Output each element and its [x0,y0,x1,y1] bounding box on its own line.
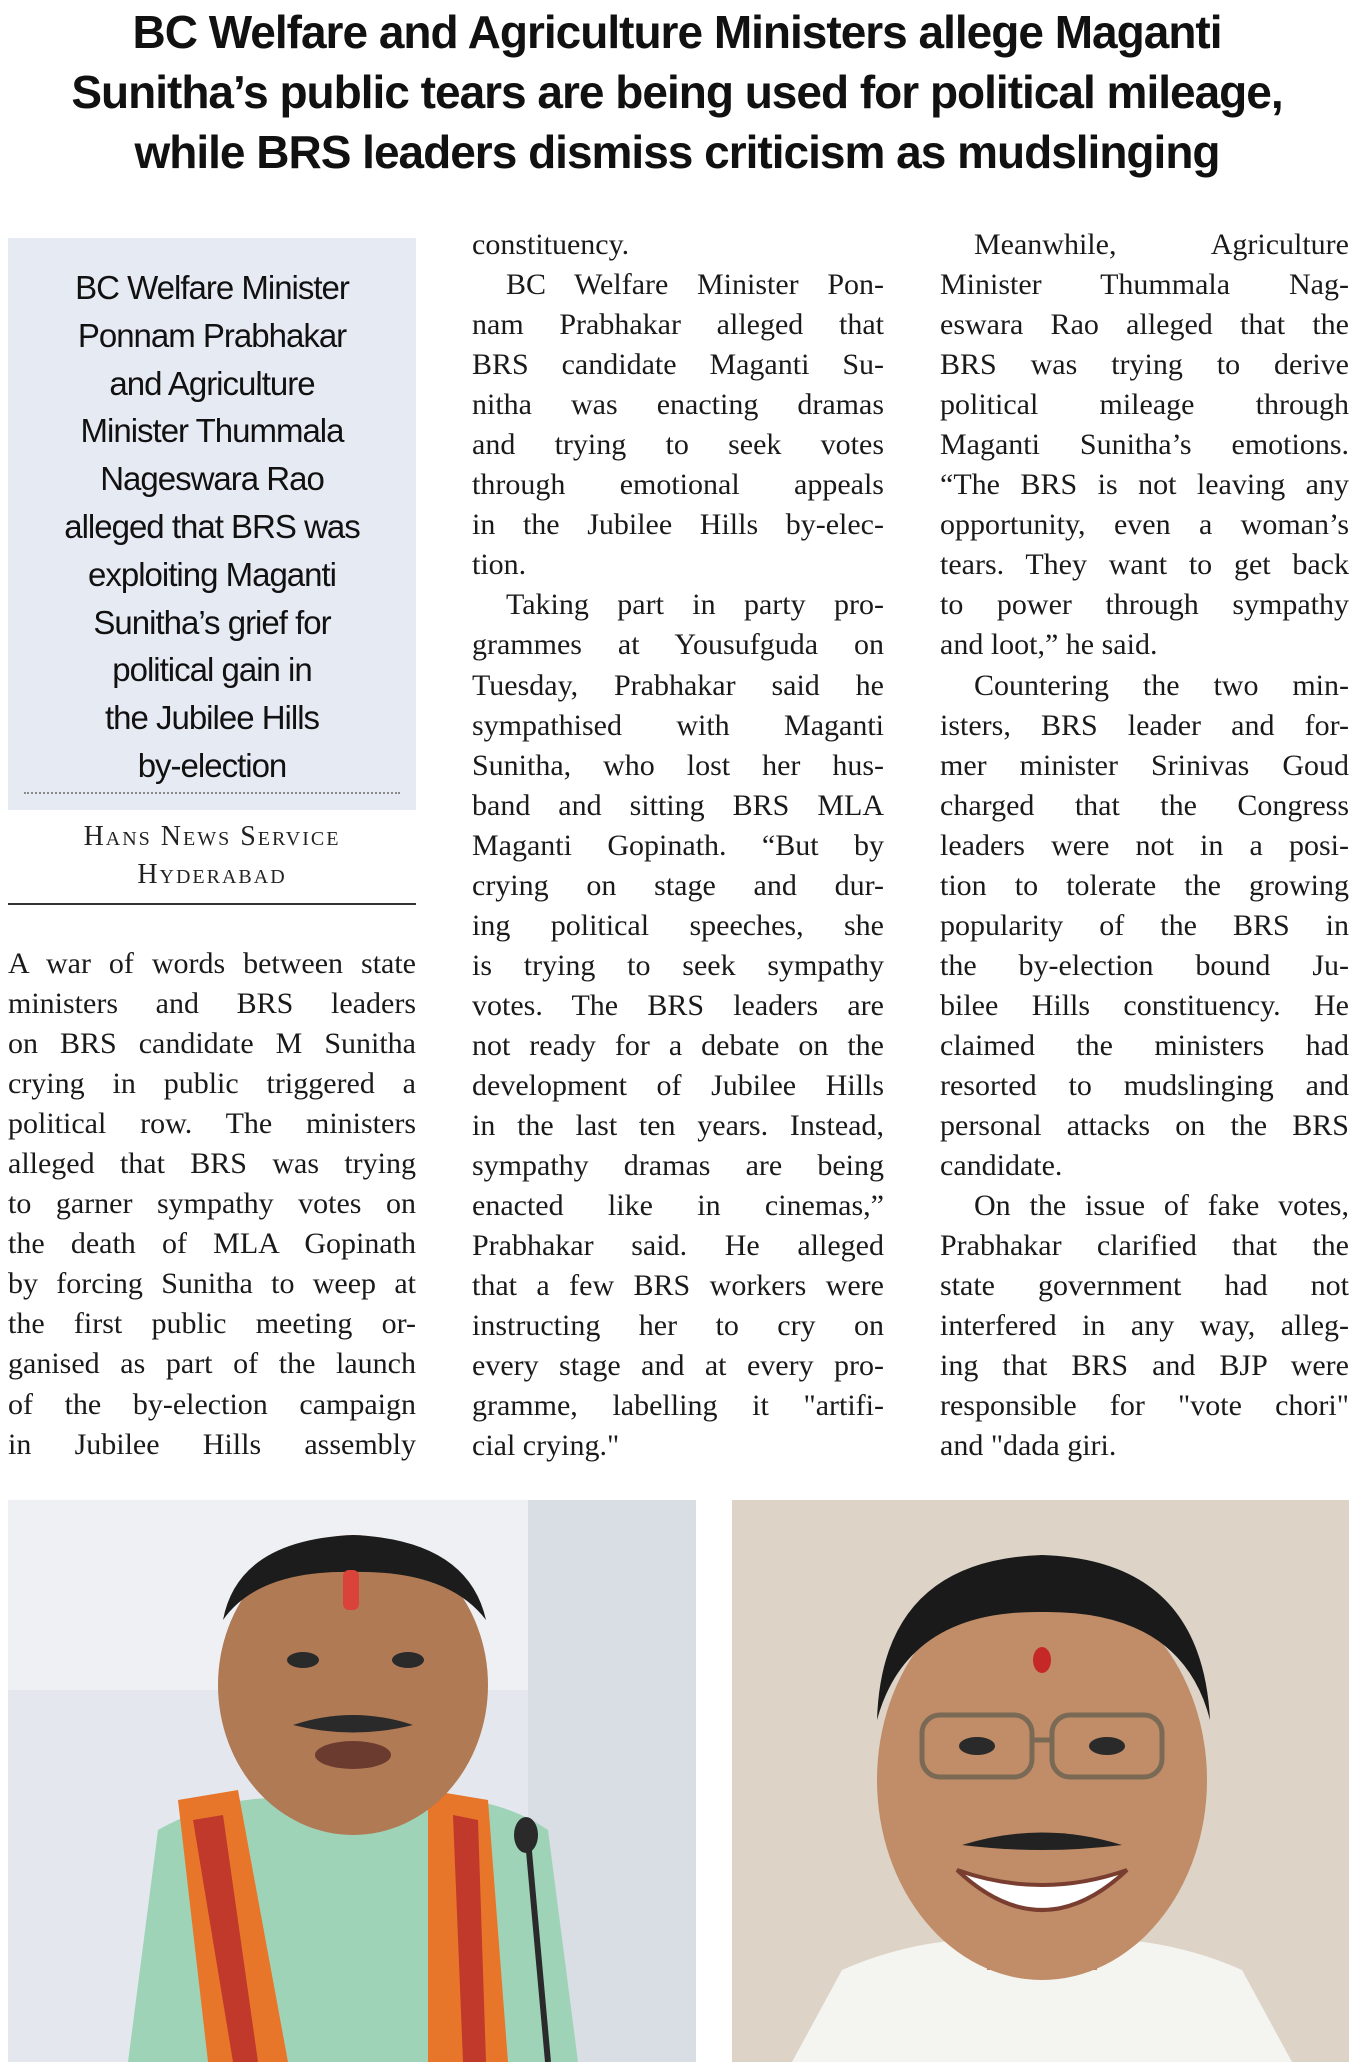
headline [0,2,1354,182]
summary-deck-text [38,264,386,790]
text-line: alleged that BRS was trying [8,1147,416,1181]
text-line: “The BRS is not leaving any [940,468,1349,502]
text-line: tion. [472,548,527,582]
text-line: Maganti Sunitha’s emotions. [940,428,1349,462]
text-line: Prabhakar clarified that the [940,1229,1349,1263]
text-line: Prabhakar said. He alleged [472,1229,884,1263]
headline-line-3: while BRS leaders dismiss criticism as mudslinging [134,126,1220,178]
text-line: Countering the two min- [974,668,1349,702]
text-line: sympathy dramas are being [472,1149,884,1183]
text-line: the by-election bound Ju- [940,948,1349,982]
text-line: mer minister Srinivas Goud [940,748,1349,782]
text-line: responsible for "vote chori" [940,1389,1349,1423]
deck-line: and Agriculture [109,364,315,402]
summary-deck-box [8,238,416,810]
text-line: band and sitting BRS MLA [472,788,884,822]
text-line: grammes at Yousufguda on [472,628,884,662]
deck-line: by-election [137,746,287,784]
text-line: A war of words between state [8,947,416,980]
text-line: development of Jubilee Hills [472,1068,884,1102]
text-line: BRS was trying to derive [940,348,1349,382]
byline-credit [8,818,416,894]
byline-dateline: Hyderabad [137,859,287,890]
text-line: political row. The ministers [8,1107,416,1141]
text-line: opportunity, even a woman’s [940,508,1349,542]
text-line: charged that the Congress [940,788,1349,822]
text-line: ministers and BRS leaders [8,987,416,1021]
text-line: state government had not [940,1269,1349,1303]
text-line: is trying to seek sympathy [472,948,884,982]
text-line: Meanwhile, Agriculture [974,228,1349,261]
text-line: on BRS candidate M Sunitha [8,1027,416,1061]
byline-agency: Hans News Service [83,821,341,852]
text-line: Minister Thummala Nag- [940,268,1349,302]
text-line: enacted like in cinemas,” [472,1189,884,1223]
text-line: and "dada giri. [940,1429,1117,1463]
text-line: claimed the ministers had [940,1028,1349,1062]
text-line: Taking part in party pro- [506,588,884,622]
text-line: political mileage through [940,388,1349,422]
text-line: votes. The BRS leaders are [472,988,884,1022]
text-line: of the by-election campaign [8,1387,416,1421]
portrait-illustration-right [732,1500,1349,2062]
text-line: through emotional appeals [472,468,884,502]
text-line: BRS candidate Maganti Su- [472,348,884,382]
text-line: instructing her to cry on [472,1309,884,1343]
text-line: nam Prabhakar alleged that [472,308,884,342]
text-line: in the Jubilee Hills by-elec- [472,508,884,542]
byline-divider [8,903,416,905]
text-line: candidate. [940,1149,1063,1183]
photo-minister-thummala-nageswara-rao [732,1500,1349,2062]
deck-line: Minister Thummala [80,412,344,450]
deck-line: Sunitha’s grief for [93,603,331,641]
text-line: tears. They want to get back [940,548,1349,582]
text-line: crying on stage and dur- [472,868,884,902]
text-line: tion to tolerate the growing [940,868,1349,902]
text-line: every stage and at every pro- [472,1349,884,1383]
text-line: by forcing Sunitha to weep at [8,1267,416,1301]
text-line: Tuesday, Prabhakar said he [472,668,884,702]
text-line: resorted to mudslinging and [940,1068,1349,1102]
text-line: in Jubilee Hills assembly [8,1427,416,1461]
headline-line-1: BC Welfare and Agriculture Ministers allege Maganti [132,6,1222,58]
deck-line: Nageswara Rao [100,460,324,498]
text-line: personal attacks on the BRS [940,1109,1349,1143]
article-column-3 [940,225,1349,1466]
text-line: the death of MLA Gopinath [8,1227,416,1261]
text-line: Sunitha, who lost her hus- [472,748,884,782]
photo-minister-ponnam-prabhakar [8,1500,696,2062]
deck-dotted-divider [24,792,400,794]
deck-line: BC Welfare Minister [75,269,349,306]
deck-line: alleged that BRS was [64,507,360,545]
text-line: and trying to seek votes [472,428,884,462]
text-line: not ready for a debate on the [472,1028,884,1062]
text-line: interfered in any way, alleg- [940,1309,1349,1343]
text-line: ganised as part of the launch [8,1347,416,1381]
article-column-1 [8,944,416,1465]
text-line: the first public meeting or- [8,1307,416,1341]
article-column-2 [472,225,884,1466]
text-line: bilee Hills constituency. He [940,988,1349,1022]
text-line: ing that BRS and BJP were [940,1349,1349,1383]
deck-line: Ponnam Prabhakar [77,316,347,354]
text-line: On the issue of fake votes, [974,1189,1349,1223]
text-line: ing political speeches, she [472,908,884,942]
text-line: BC Welfare Minister Pon- [506,268,884,302]
text-line: leaders were not in a posi- [940,828,1349,862]
text-line: crying in public triggered a [8,1067,416,1101]
text-line: Maganti Gopinath. “But by [472,828,884,862]
text-line: popularity of the BRS in [940,908,1349,942]
text-line: that a few BRS workers were [472,1269,884,1303]
text-line: constituency. [472,228,630,261]
text-line: nitha was enacting dramas [472,388,884,422]
portrait-illustration-left [8,1500,696,2062]
deck-line: the Jubilee Hills [104,699,320,737]
text-line: sympathised with Maganti [472,708,884,742]
text-line: gramme, labelling it "artifi- [472,1389,884,1423]
text-line: to garner sympathy votes on [8,1187,416,1221]
text-line: in the last ten years. Instead, [472,1109,884,1143]
headline-line-2: Sunitha’s public tears are being used for political mileage, [71,66,1283,118]
text-line: and loot,” he said. [940,628,1158,662]
text-line: to power through sympathy [940,588,1349,622]
deck-line: exploiting Maganti [88,555,336,593]
deck-line: political gain in [112,651,312,689]
text-line: cial crying." [472,1429,620,1463]
text-line: isters, BRS leader and for- [940,708,1349,742]
text-line: eswara Rao alleged that the [940,308,1349,342]
